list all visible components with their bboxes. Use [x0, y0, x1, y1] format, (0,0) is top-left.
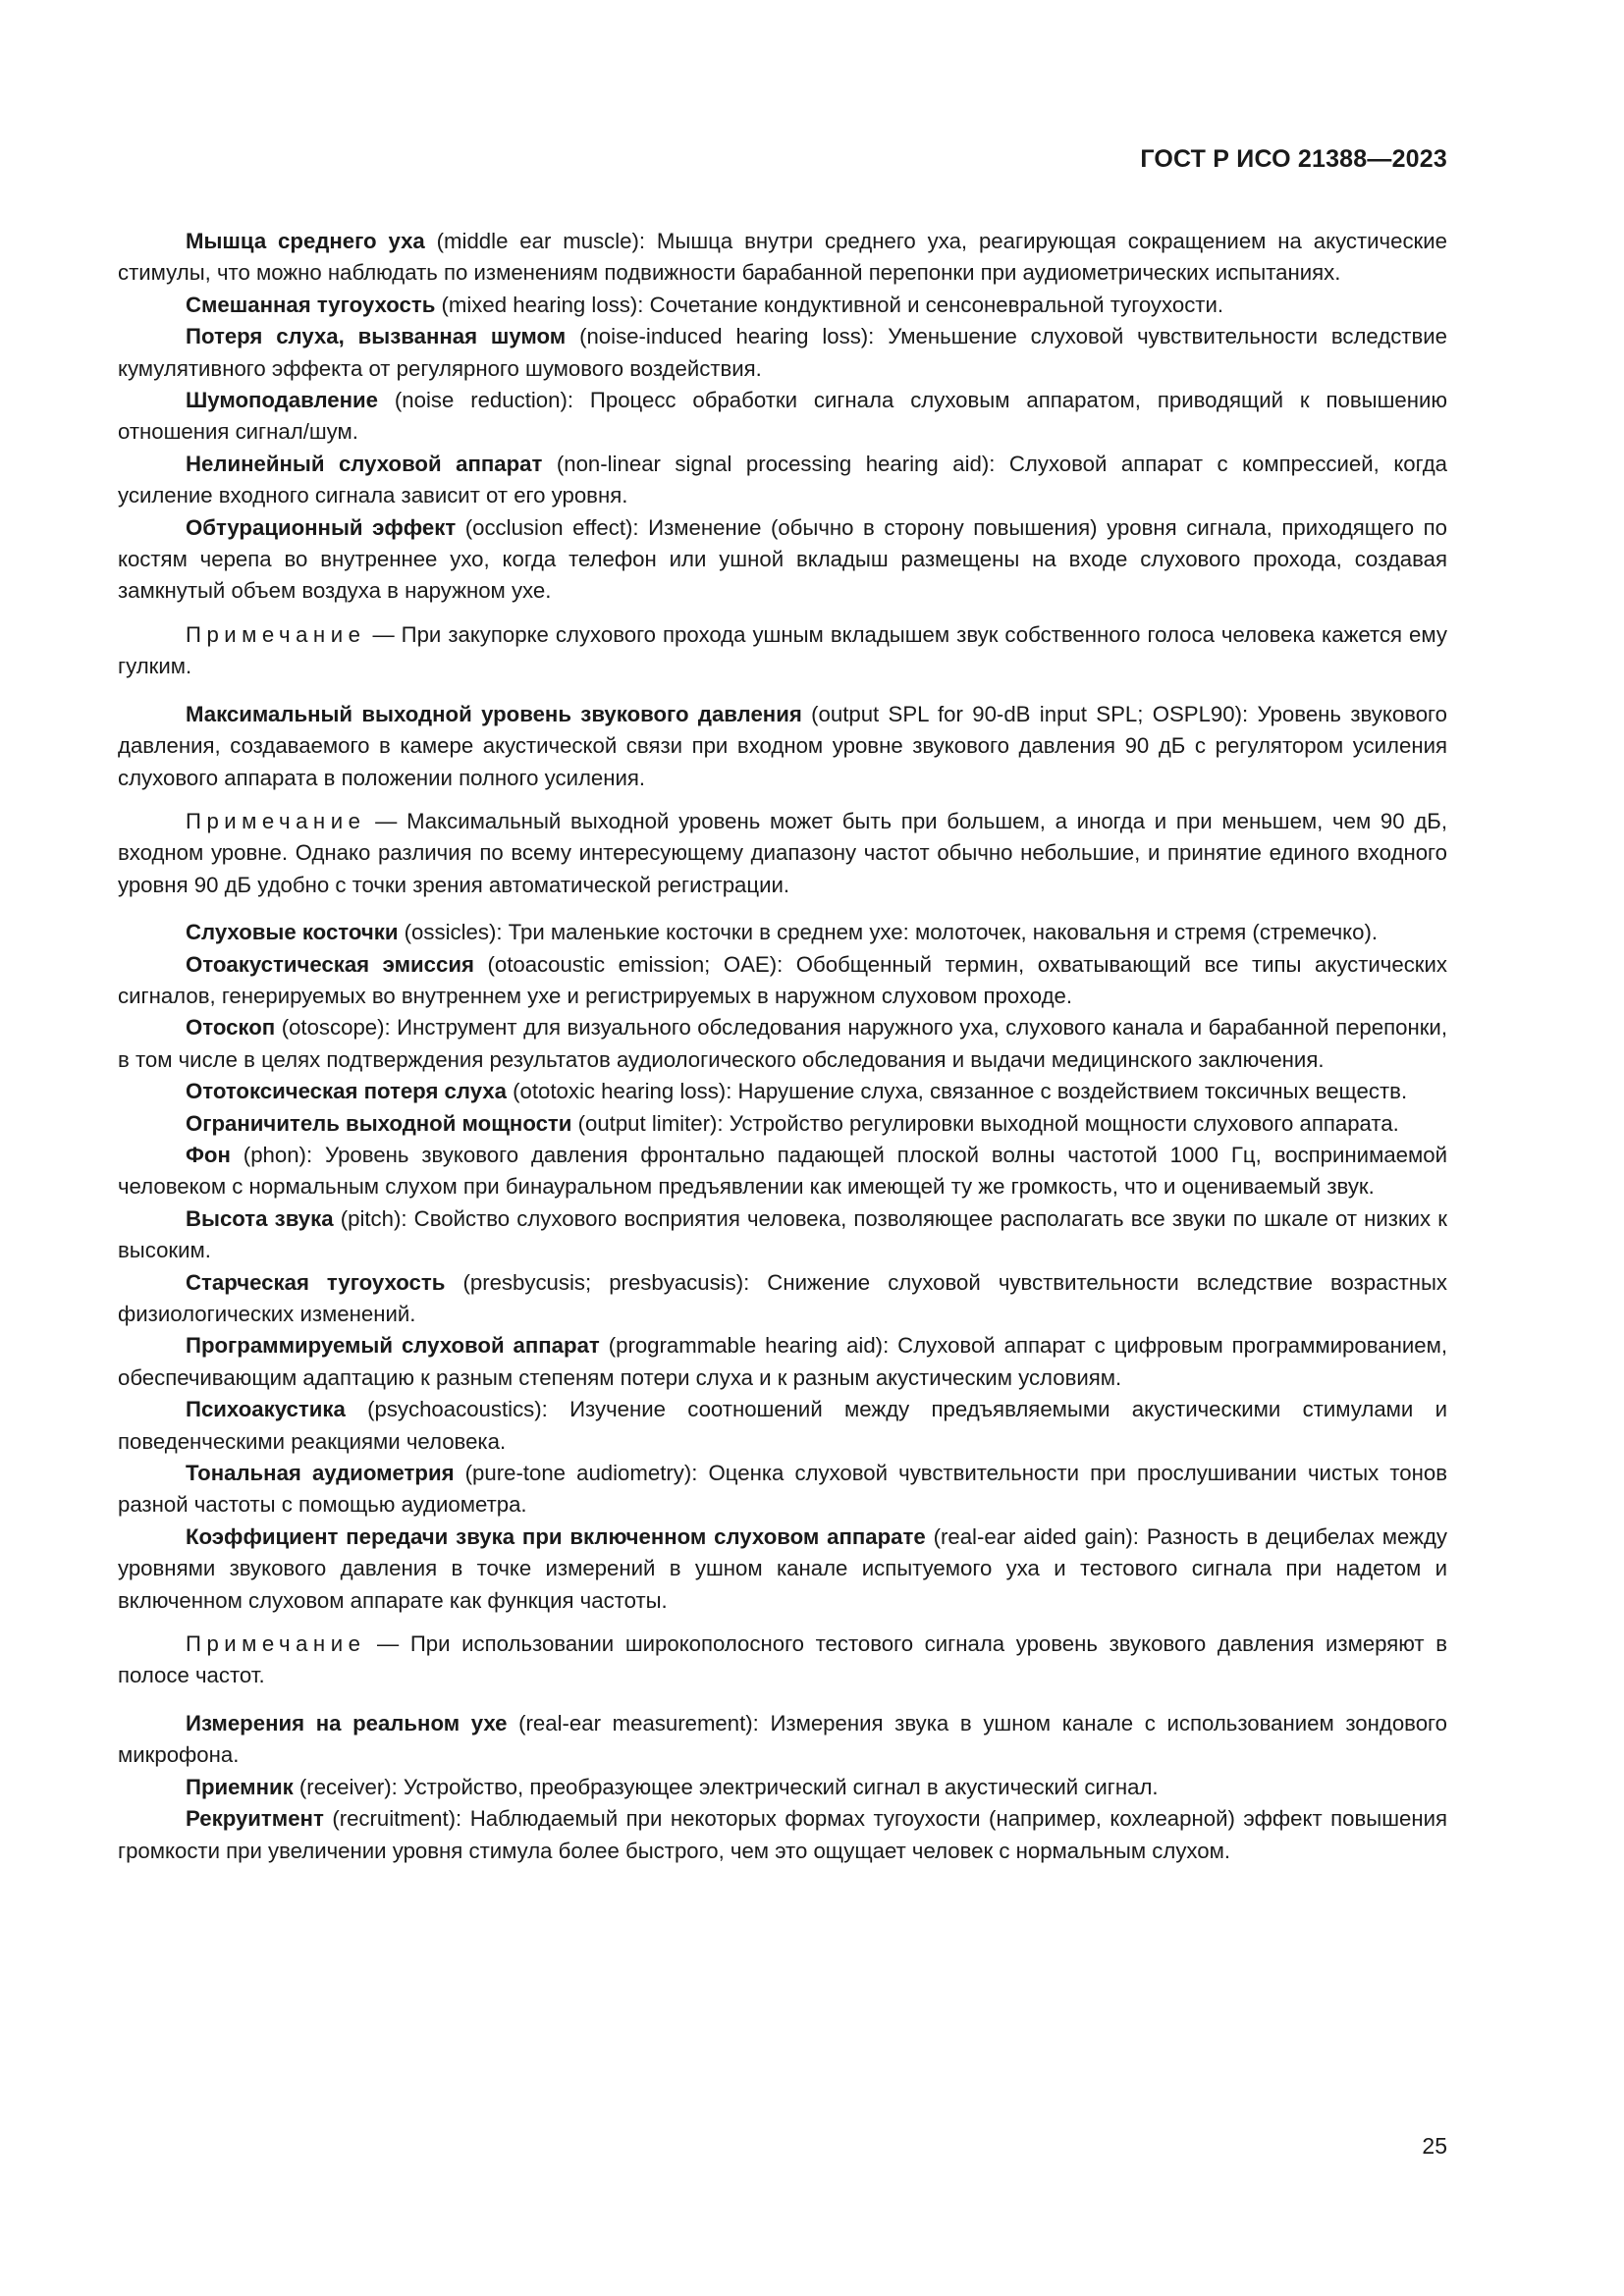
term-entry: [118, 1108, 1447, 1140]
term-name: Измерения на реальном ухе: [186, 1710, 508, 1735]
term-name: Слуховые косточки: [186, 920, 399, 945]
term-definition: (otoacoustic emission; OAE): Обобщенный термин, охватывающий все типы акустических сигналов, генерируемых во внутреннем ухе и регистрируемых в наружном слуховом проходе.: [118, 951, 1447, 1008]
term-name: Мышца среднего уха: [186, 229, 425, 253]
term-entry: [118, 512, 1447, 608]
term-entry: [118, 226, 1447, 290]
term-entry: [118, 1458, 1447, 1522]
document-body: [118, 226, 1447, 1867]
term-definition: (output limiter): Устройство регулировки выходной мощности слухового аппарата.: [571, 1110, 1399, 1136]
term-entry: [118, 1522, 1447, 1617]
note-label: Примечание: [186, 621, 366, 647]
term-name: Шумоподавление: [186, 388, 378, 413]
term-entry: [118, 385, 1447, 449]
term-definition: (presbycusis; presbyacusis): Снижение слуховой чувствительности вследствие возрастных физиологических изменений.: [118, 1269, 1448, 1326]
term-name: Ограничитель выходной мощности: [186, 1110, 572, 1136]
term-definition: (real-ear aided gain): Разность в децибелах между уровнями звукового давления в точке измерений в ушном канале испытуемого уха и тестового сигнала при надетом и включенном слуховом аппарате как функция частоты.: [118, 1523, 1447, 1613]
term-definition: (receiver): Устройство, преобразующее электрический сигнал в акустический сигнал.: [293, 1774, 1159, 1799]
term-name: Ототоксическая потеря слуха: [186, 1079, 507, 1104]
term-name: Фон: [186, 1142, 231, 1167]
page-number: 25: [1422, 2133, 1447, 2159]
term-definition: (output SPL for 90-dB input SPL; OSPL90): Уровень звукового давления, создаваемого в камере акустической связи при входном уровне звукового давления 90 дБ с регулятором усиления слухового аппарата в положении полного усиления.: [118, 701, 1447, 790]
note-label: Примечание: [186, 1631, 366, 1657]
term-definition: (non-linear signal processing hearing aid): Слуховой аппарат с компрессией, когда усиление входного сигнала зависит от его уровня.: [118, 451, 1447, 508]
term-definition: (psychoacoustics): Изучение соотношений между предъявляемыми акустическими стимулами и поведенческими реакциями человека.: [118, 1397, 1447, 1454]
term-entry: [118, 1203, 1447, 1267]
term-name: Смешанная тугоухость: [186, 292, 436, 317]
term-name: Отоскоп: [186, 1015, 276, 1041]
term-entry: [118, 290, 1447, 321]
term-entry: [118, 1076, 1447, 1107]
note: [118, 806, 1447, 901]
note-label: Примечание: [186, 808, 366, 833]
term-entry: [118, 699, 1447, 794]
term-definition: (noise-induced hearing loss): Уменьшение слуховой чувствительности вследствие кумулятивного эффекта от регулярного шумового воздействия.: [118, 324, 1447, 381]
term-name: Рекруитмент: [186, 1806, 324, 1832]
term-name: Старческая тугоухость: [186, 1269, 446, 1295]
term-definition: (ototoxic hearing loss): Нарушение слуха, связанное с воздействием токсичных веществ.: [506, 1079, 1408, 1104]
term-name: Потеря слуха, вызванная шумом: [186, 324, 567, 349]
term-name: Коэффициент передачи звука при включенном слуховом аппарате: [186, 1523, 926, 1549]
term-name: Психоакустика: [186, 1397, 346, 1422]
note-text: — Максимальный выходной уровень может быть при большем, а иногда и при меньшем, чем 90 дБ, входном уровне. Однако различия по всему интересующему диапазону частот обычно небольшие, и принятие единого входного уровня 90 дБ удобно с точки зрения автоматической регистрации.: [118, 808, 1447, 897]
term-name: Максимальный выходной уровень звукового давления: [186, 701, 802, 726]
term-entry: [118, 1140, 1447, 1203]
term-definition: (phon): Уровень звукового давления фронтально падающей плоской волны частотой 1000 Гц, воспринимаемой человеком с нормальным слухом при бинауральном предъявлении как имеющей ту же громкость, что и оцениваемый звук.: [118, 1142, 1447, 1200]
term-definition: (middle ear muscle): Мышца внутри среднего уха, реагирующая сокращением на акустические стимулы, что можно наблюдать по изменениям подвижности барабанной перепонки при аудиометрических испытаниях.: [118, 229, 1447, 286]
term-entry: [118, 917, 1447, 948]
term-entry: [118, 449, 1447, 512]
term-definition: (ossicles): Три маленькие косточки в среднем ухе: молоточек, наковальня и стремя (стремечко).: [398, 920, 1379, 945]
note: [118, 619, 1447, 683]
term-definition: (pure-tone audiometry): Оценка слуховой чувствительности при прослушивании чистых тонов разной частоты с помощью аудиометра.: [118, 1461, 1447, 1518]
term-entry: [118, 1772, 1447, 1803]
term-entry: [118, 1708, 1447, 1772]
document-header: ГОСТ Р ИСО 21388—2023: [1140, 145, 1447, 173]
term-entry: [118, 1394, 1447, 1458]
term-name: Нелинейный слуховой аппарат: [186, 451, 543, 476]
term-definition: (recruitment): Наблюдаемый при некоторых формах тугоухости (например, кохлеарной) эффект повышения громкости при увеличении уровня стимула более быстрого, чем это ощущает человек с нормальным слухом.: [118, 1806, 1447, 1863]
term-entry: [118, 1803, 1447, 1867]
term-definition: (pitch): Свойство слухового восприятия человека, позволяющее располагать все звуки по шкале от низких к высоким.: [118, 1205, 1447, 1263]
term-definition: (noise reduction): Процесс обработки сигнала слуховым аппаратом, приводящий к повышению отношения сигнал/шум.: [118, 388, 1447, 445]
term-definition: (programmable hearing aid): Слуховой аппарат с цифровым программированием, обеспечивающим адаптацию к разным степеням потери слуха и к разным акустическим условиям.: [118, 1333, 1447, 1390]
term-entry: [118, 1267, 1447, 1331]
note: [118, 1629, 1447, 1692]
term-definition: (mixed hearing loss): Сочетание кондуктивной и сенсоневральной тугоухости.: [435, 292, 1224, 317]
term-entry: [118, 949, 1447, 1013]
term-entry: [118, 1012, 1447, 1076]
term-name: Приемник: [186, 1774, 294, 1799]
term-definition: (real-ear measurement): Измерения звука в ушном канале с использованием зондового микрофона.: [118, 1710, 1447, 1768]
term-entry: [118, 321, 1447, 385]
term-definition: (occlusion effect): Изменение (обычно в сторону повышения) уровня сигнала, приходящего по костям черепа во внутреннее ухо, когда телефон или ушной вкладыш размещены на входе слухового прохода, создавая замкнутый объем воздуха в наружном ухе.: [118, 514, 1447, 604]
term-name: Обтурационный эффект: [186, 514, 457, 540]
term-name: Тональная аудиометрия: [186, 1461, 455, 1486]
term-name: Программируемый слуховой аппарат: [186, 1333, 600, 1359]
note-text: — При использовании широкополосного тестового сигнала уровень звукового давления измеряют в полосе частот.: [118, 1631, 1447, 1688]
term-definition: (otoscope): Инструмент для визуального обследования наружного уха, слухового канала и барабанной перепонки, в том числе в целях подтверждения результатов аудиологического обследования и выдачи медицинского заключения.: [118, 1015, 1447, 1072]
note-text: — При закупорке слухового прохода ушным вкладышем звук собственного голоса человека кажется ему гулким.: [118, 621, 1447, 679]
term-entry: [118, 1330, 1447, 1394]
term-name: Высота звука: [186, 1205, 334, 1231]
term-name: Отоакустическая эмиссия: [186, 951, 474, 977]
